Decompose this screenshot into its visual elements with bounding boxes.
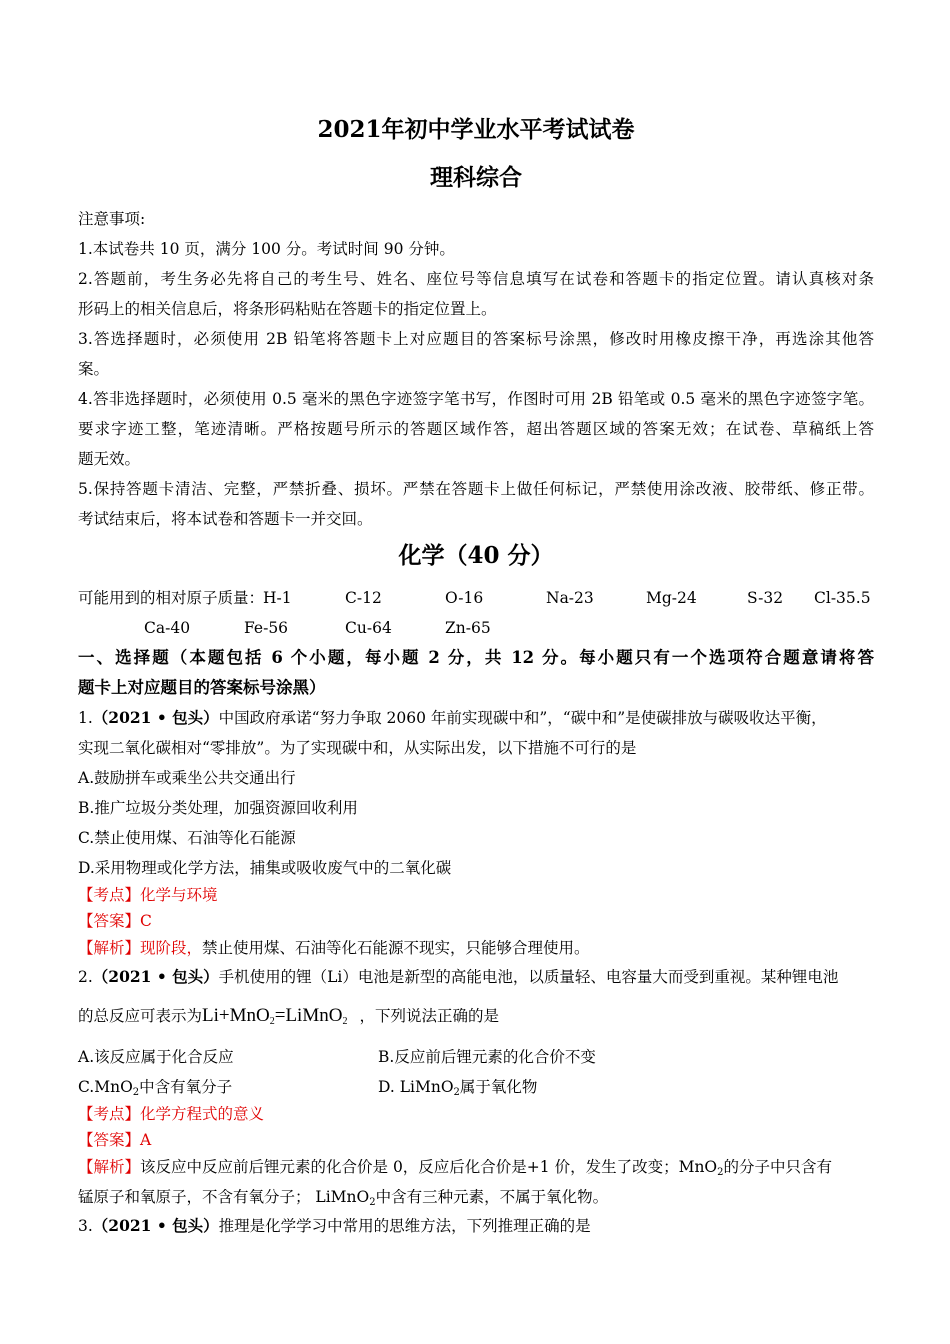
question-text: 中国政府承诺“努力争取 2060 年前实现碳中和”，“碳中和”是使碳排放与碳吸收达平衡， xyxy=(218,709,827,727)
jiexi-text: 锰原子和氧原子，不含有氧分子； LiMnO xyxy=(78,1188,370,1206)
notice-item: 3.答选择题时，必须使用 2B 铅笔将答题卡上对应题目的答案标号涂黑，修改时用橡皮擦干净，再选涂其他答 xyxy=(78,330,874,348)
kaodian-label: 【考点】 xyxy=(78,886,141,904)
notice-item: 考试结束后，将本试卷和答题卡一并交回。 xyxy=(78,510,373,528)
kaodian-label: 【考点】 xyxy=(78,1105,141,1123)
question-3 xyxy=(78,1215,874,1237)
option-text: 中含有氧分子 xyxy=(139,1078,233,1096)
jiexi xyxy=(78,1156,874,1184)
option-d: D.采用物理或化学方法，捕集或吸收废气中的二氧化碳 xyxy=(78,859,452,877)
option-a: A.该反应属于化合反应 xyxy=(78,1048,234,1066)
question-number: 1. xyxy=(78,709,93,727)
question-2 xyxy=(78,966,874,988)
page-title: 2021年初中学业水平考试试卷 xyxy=(317,116,635,143)
notice-item: 形码上的相关信息后，将条形码粘贴在答题卡的指定位置上。 xyxy=(78,300,497,318)
notice-item: 2.答题前，考生务必先将自己的考生号、姓名、座位号等信息填写在试卷和答题卡的指定位置。请认真核对条 xyxy=(78,270,874,288)
option-text: C.MnO xyxy=(78,1078,133,1096)
atomic-mass: O-16 xyxy=(445,589,484,607)
atomic-mass: Na-23 xyxy=(546,589,594,607)
question-text: 手机使用的锂（Li）电池是新型的高能电池，以质量轻、电容量大而受到重视。某种锂电池 xyxy=(218,968,839,986)
jiexi-text: 该反应中反应前后锂元素的化合价是 0，反应后化合价是+1 价，发生了改变；MnO xyxy=(140,1158,718,1176)
formula-subscript: 2 xyxy=(269,1016,275,1027)
part-title: 一、选择题（本题包括 6 个小题，每小题 2 分，共 12 分。每小题只有一个选项符合题意请将答 xyxy=(78,648,874,667)
jiexi-label: 【解析】 xyxy=(78,939,141,957)
notice-item: 案。 xyxy=(78,360,110,378)
notice-heading: 注意事项: xyxy=(78,210,146,228)
jiexi-text: 中含有三种元素，不属于氧化物。 xyxy=(375,1188,609,1206)
atomic-masses-label: 可能用到的相对原子质量： xyxy=(78,589,265,607)
question-1 xyxy=(78,707,874,729)
option-d xyxy=(378,1076,537,1104)
option-b: B.反应前后锂元素的化合价不变 xyxy=(378,1048,596,1066)
atomic-mass: Cu-64 xyxy=(345,619,392,637)
question-text-cont xyxy=(78,1003,874,1035)
kaodian-text: 化学与环境 xyxy=(140,886,218,904)
question-text: 的总反应可表示为 xyxy=(78,1007,203,1025)
part-title-cont: 题卡上对应题目的答案标号涂黑） xyxy=(78,678,326,697)
formula-subscript: 2 xyxy=(342,1016,348,1027)
jiexi-text: 现阶段， xyxy=(140,939,203,957)
jiexi-text-rest: 禁止使用煤、石油等化石能源不现实，只能够合理使用。 xyxy=(202,939,590,957)
question-text-cont: 实现二氧化碳相对“零排放”。为了实现碳中和，从实际出发，以下措施不可行的是 xyxy=(78,739,637,757)
formula-subscript: 2 xyxy=(717,1167,724,1178)
answer-label: 【答案】 xyxy=(78,1131,141,1149)
option-c: C.禁止使用煤、石油等化石能源 xyxy=(78,829,296,847)
section-title: 化学（40 分） xyxy=(398,542,554,569)
kaodian xyxy=(78,1103,874,1125)
question-text: ，下列说法正确的是 xyxy=(359,1007,499,1025)
jiexi-cont xyxy=(78,1186,874,1214)
option-text: D. LiMnO xyxy=(378,1078,454,1096)
atomic-mass: C-12 xyxy=(345,589,382,607)
option-text: 属于氧化物 xyxy=(459,1078,538,1096)
question-source: （2021 • 包头） xyxy=(92,967,219,986)
question-source: （2021 • 包头） xyxy=(92,708,219,727)
jiexi-label: 【解析】 xyxy=(78,1158,141,1176)
jiexi xyxy=(78,937,874,959)
option-a: A.鼓励拼车或乘坐公共交通出行 xyxy=(78,769,296,787)
notice-item: 4.答非选择题时，必须使用 0.5 毫米的黑色字迹签字笔书写，作图时可用 2B 铅笔或 0.5 毫米的黑色字迹签字笔。 xyxy=(78,390,874,408)
atomic-mass: Mg-24 xyxy=(646,589,697,607)
page-subtitle: 理科综合 xyxy=(430,164,522,191)
atomic-mass: Ca-40 xyxy=(144,619,191,637)
reaction-formula xyxy=(202,1005,347,1026)
option-c xyxy=(78,1076,232,1104)
option-b: B.推广垃圾分类处理，加强资源回收利用 xyxy=(78,799,358,817)
answer-value: A xyxy=(140,1131,152,1149)
atomic-mass: Fe-56 xyxy=(244,619,289,637)
formula-subscript: 2 xyxy=(369,1197,376,1208)
formula-part: Li+MnO xyxy=(202,1005,270,1026)
question-number: 2. xyxy=(78,968,93,986)
answer xyxy=(78,1129,874,1151)
atomic-mass: Zn-65 xyxy=(445,619,491,637)
question-text: 推理是化学学习中常用的思维方法，下列推理正确的是 xyxy=(218,1217,591,1235)
kaodian xyxy=(78,884,874,906)
notice-item: 题无效。 xyxy=(78,450,141,468)
notice-item: 1.本试卷共 10 页，满分 100 分。考试时间 90 分钟。 xyxy=(78,240,455,258)
atomic-masses-row-2 xyxy=(78,617,874,639)
jiexi-text: 的分子中只含有 xyxy=(723,1158,833,1176)
answer-label: 【答案】 xyxy=(78,912,141,930)
atomic-mass: Cl-35.5 xyxy=(814,589,871,607)
notice-item: 要求字迹工整，笔迹清晰。严格按题号所示的答题区域作答，超出答题区域的答案无效；在试卷、草稿纸上答 xyxy=(78,420,874,438)
formula-part: =LiMnO xyxy=(274,1005,343,1026)
atomic-mass: H-1 xyxy=(263,589,292,607)
answer-value: C xyxy=(140,912,152,930)
notice-item: 5.保持答题卡清洁、完整，严禁折叠、损坏。严禁在答题卡上做任何标记，严禁使用涂改液、胶带纸、修正带。 xyxy=(78,480,874,498)
answer xyxy=(78,910,874,932)
kaodian-text: 化学方程式的意义 xyxy=(140,1105,265,1123)
question-number: 3. xyxy=(78,1217,93,1235)
formula-subscript: 2 xyxy=(453,1087,460,1098)
question-source: （2021 • 包头） xyxy=(92,1216,219,1235)
atomic-masses-row-1 xyxy=(78,587,874,609)
formula-subscript: 2 xyxy=(132,1087,140,1098)
atomic-mass: S-32 xyxy=(747,589,784,607)
